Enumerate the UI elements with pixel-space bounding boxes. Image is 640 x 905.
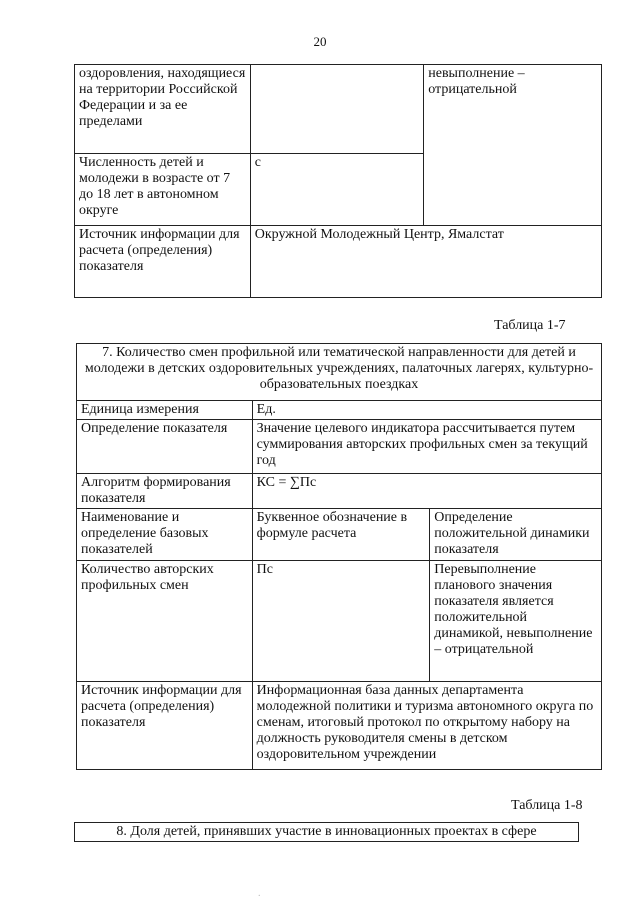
table-cell: Источник информации для расчета (определения) показателя bbox=[77, 682, 253, 770]
table-header-cell: Наименование и определение базовых показателей bbox=[77, 509, 253, 561]
table-cell: невыполнение – отрицательной bbox=[424, 65, 602, 226]
table-caption: Таблица 1-7 bbox=[494, 318, 566, 333]
table-row bbox=[77, 474, 602, 509]
table-header-cell: Определение положительной динамики показателя bbox=[430, 509, 602, 561]
indicator-table-continued bbox=[74, 64, 602, 298]
table-caption: Таблица 1-8 bbox=[511, 798, 583, 813]
indicator-table-1-8 bbox=[74, 822, 579, 842]
table-row bbox=[77, 401, 602, 420]
table-cell: Численность детей и молодежи в возрасте от 7 до 18 лет в автономном округе bbox=[75, 154, 251, 226]
table-title-row bbox=[77, 344, 602, 401]
scan-artifact: . bbox=[258, 888, 261, 899]
table-cell: Количество авторских профильных смен bbox=[77, 561, 253, 682]
table-cell: Перевыполнение планового значения показателя является положительной динамикой, невыполнение – отрицательной bbox=[430, 561, 602, 682]
table-cell: с bbox=[250, 154, 424, 226]
table-row bbox=[75, 65, 602, 154]
table-cell: Единица измерения bbox=[77, 401, 253, 420]
table-cell: Пс bbox=[252, 561, 430, 682]
indicator-table-1-7 bbox=[76, 343, 602, 770]
table-cell: Окружной Молодежный Центр, Ямалстат bbox=[250, 226, 601, 298]
table-cell: Ед. bbox=[252, 401, 601, 420]
table-cell: Определение показателя bbox=[77, 420, 253, 474]
table-header-row bbox=[77, 509, 602, 561]
table-row bbox=[75, 226, 602, 298]
table-title-row bbox=[75, 823, 579, 842]
table-cell: КС = ∑Пс bbox=[252, 474, 601, 509]
table-row bbox=[77, 420, 602, 474]
table-header-cell: Буквенное обозначение в формуле расчета bbox=[252, 509, 430, 561]
table-cell: оздоровления, находящиеся на территории Российской Федерации и за ее пределами bbox=[75, 65, 251, 154]
table-row bbox=[77, 682, 602, 770]
table-row bbox=[77, 561, 602, 682]
table-title: 7. Количество смен профильной или тематической направленности для детей и молодежи в детских оздоровительных учреждениях, палаточных лагерях, культурно-образовательных поездках bbox=[77, 344, 602, 401]
table-cell: Алгоритм формирования показателя bbox=[77, 474, 253, 509]
table-cell: Источник информации для расчета (определения) показателя bbox=[75, 226, 251, 298]
table-title: 8. Доля детей, принявших участие в инновационных проектах в сфере bbox=[75, 823, 579, 842]
page-number: 20 bbox=[313, 34, 327, 49]
table-cell: Информационная база данных департамента молодежной политики и туризма автономного округа по сменам, итоговый протокол по открытому набору на должность руководителя смены в детском оздоровительном учреждении bbox=[252, 682, 601, 770]
table-cell: Значение целевого индикатора рассчитывается путем суммирования авторских профильных смен за текущий год bbox=[252, 420, 601, 474]
table-cell bbox=[250, 65, 424, 154]
